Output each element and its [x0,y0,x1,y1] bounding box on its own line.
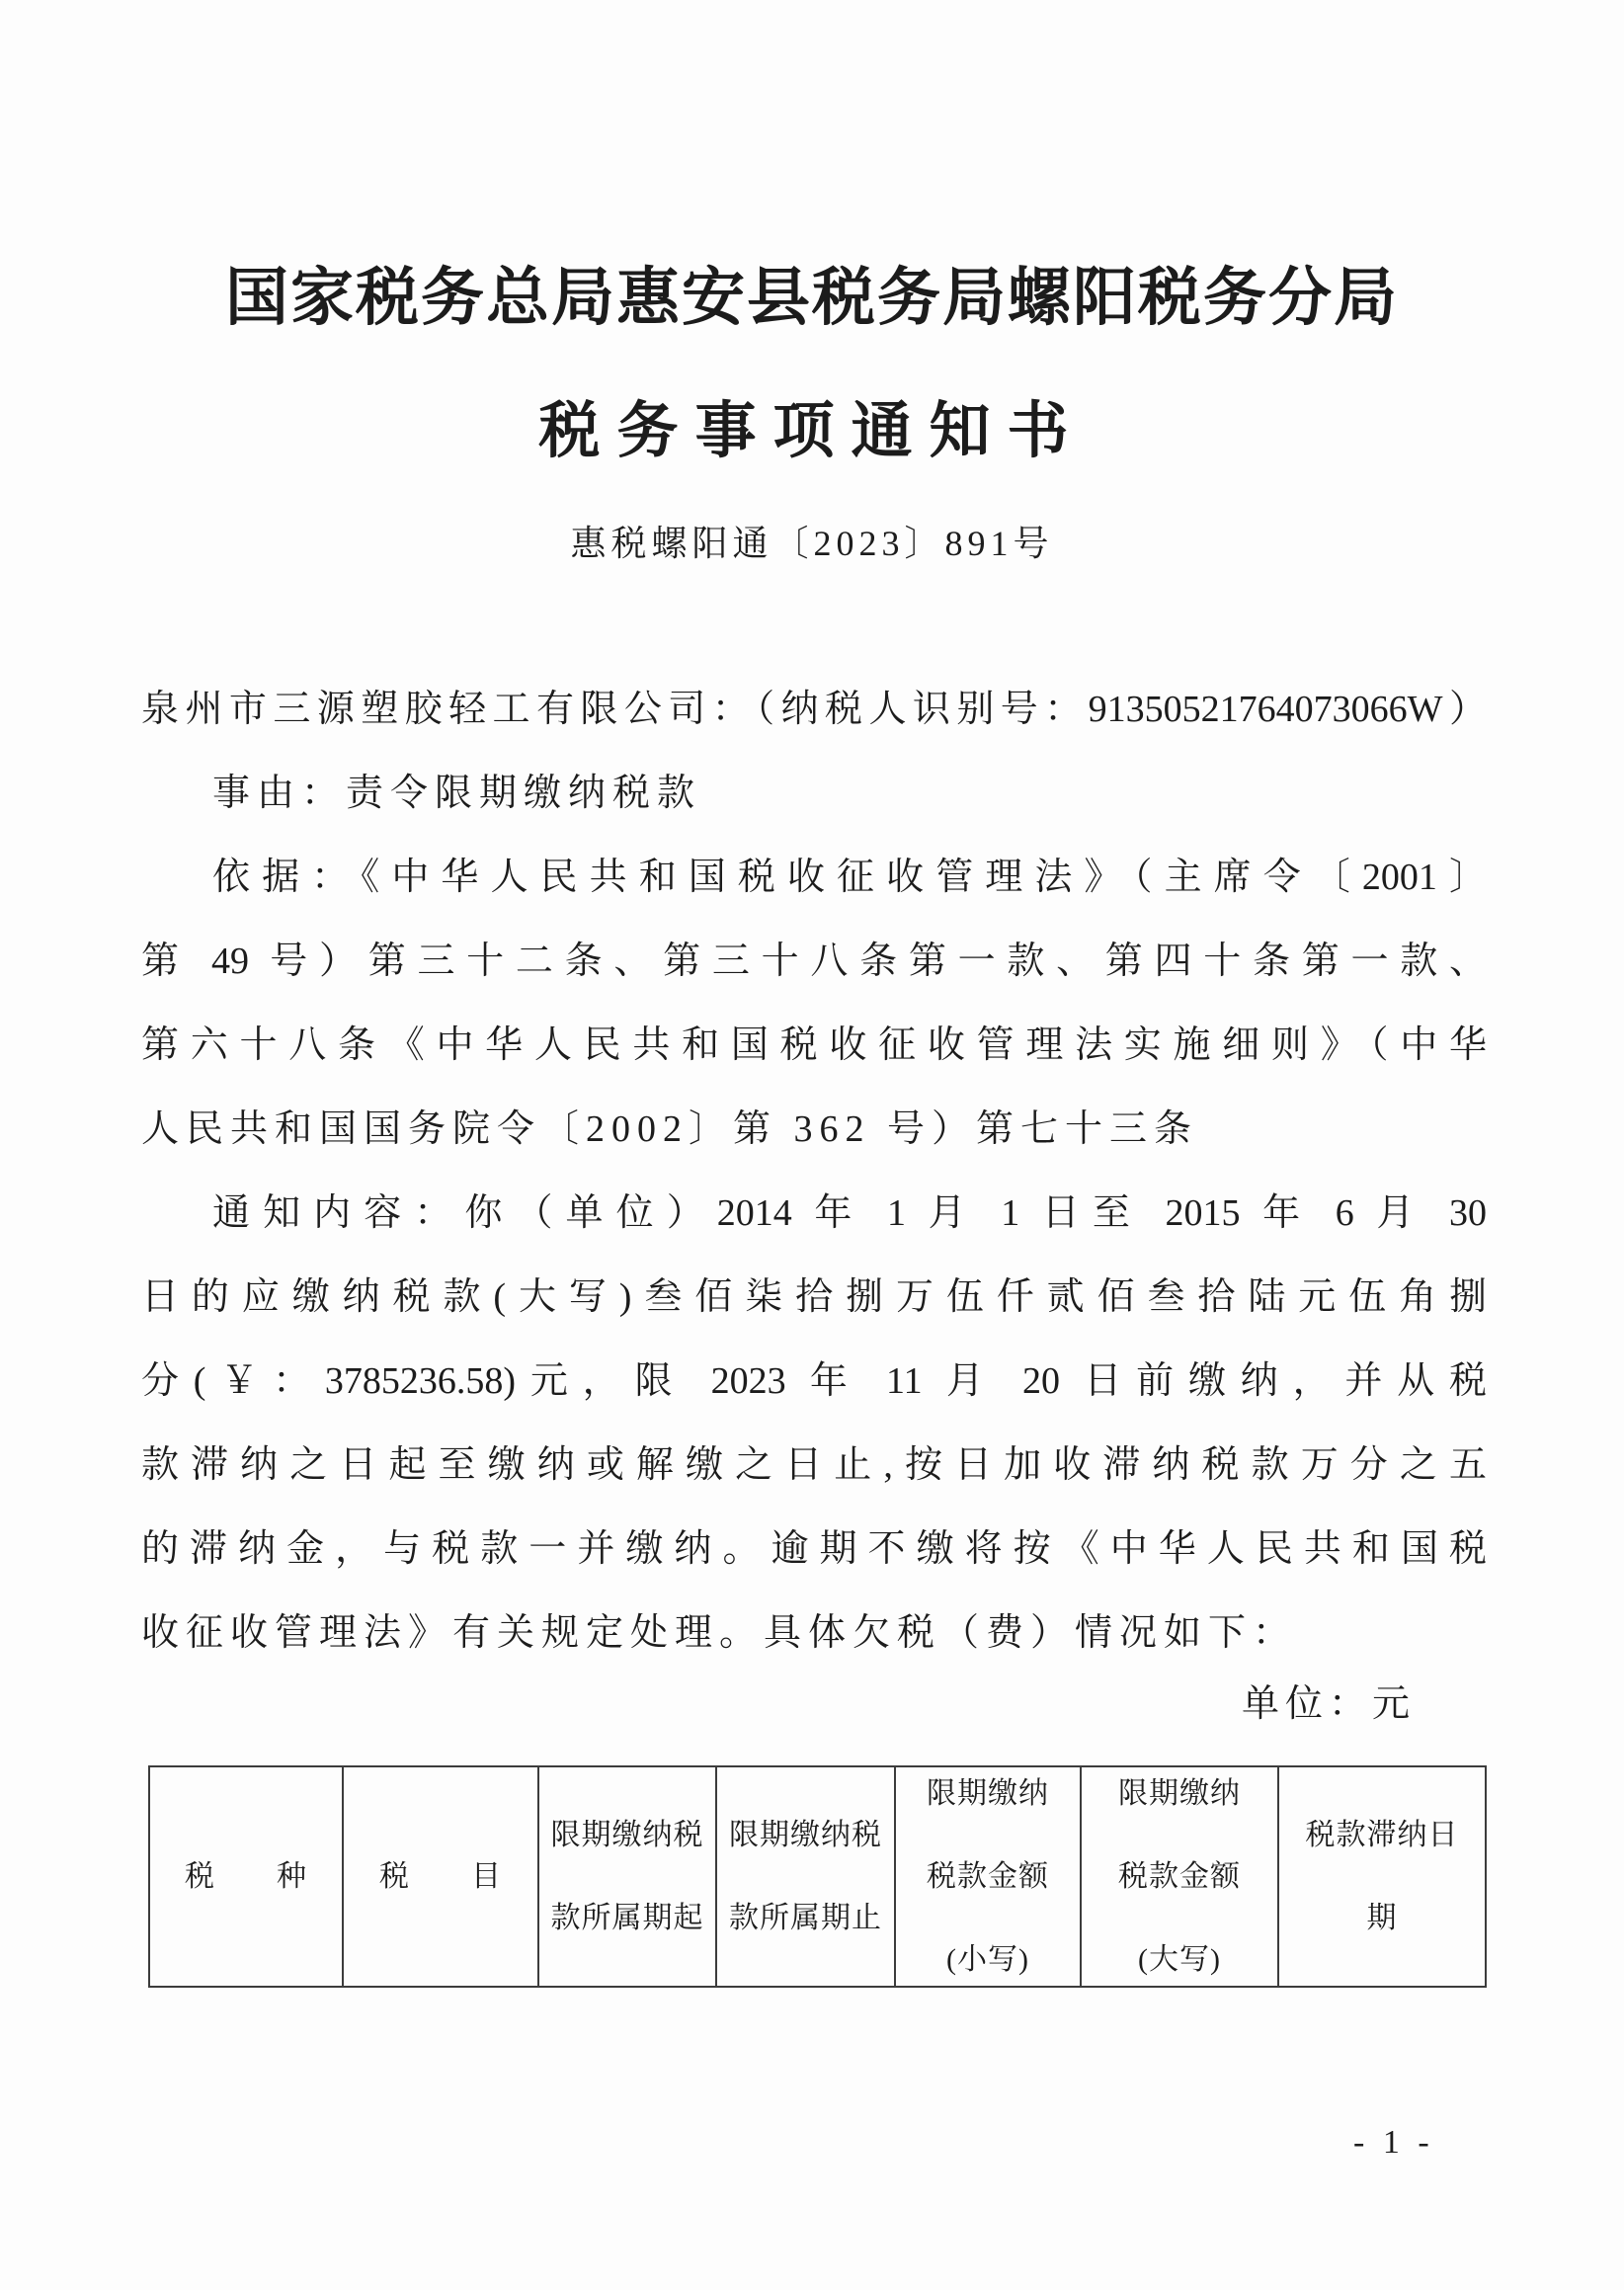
legal-basis-line-1: 依据：《中华人民共和国税收征收管理法》（主席令〔2001〕 [212,857,1487,898]
unit-label: 单位：元 [1241,1683,1416,1725]
col-tax-type: 税 种 [150,1767,344,1986]
recipient-line: 泉州市三源塑胶轻工有限公司：（纳税人识别号：91350521764073066W） [141,689,1487,730]
legal-basis-line-4: 人民共和国国务院令〔2002〕第 362 号）第七十三条 [141,1108,1199,1150]
legal-basis-line-2: 第 49 号）第三十二条、第三十八条第一款、第四十条第一款、 [141,941,1487,982]
col-overdue-date: 税款滞纳日 期 [1305,1818,1459,1934]
col-amount-words: 限期缴纳 税款金额 (大写) [1082,1767,1279,1986]
col-amount-numeric: 限期缴纳 税款金额 (小写) [896,1767,1082,1986]
page-number: - 1 - [1353,2124,1434,2161]
notice-content-line-3: 分(￥：3785236.58)元，限 2023 年 11 月 20 日前缴纳，并从税 [141,1360,1487,1402]
col-period-start: 限期缴纳税 款所属期起 [539,1767,717,1986]
notice-content-line-4: 款滞纳之日起至缴纳或解缴之日止,按日加收滞纳税款万分之五 [141,1444,1487,1486]
col-tax-item: 税 目 [344,1767,539,1986]
notice-body [141,668,1487,1676]
document-type-title: 税务事项通知书 [538,398,1086,465]
tax-arrears-table-header [148,1765,1487,1988]
notice-content-line-6: 收征收管理法》有关规定处理。具体欠税（费）情况如下： [141,1612,1298,1654]
col-period-end: 限期缴纳税 款所属期止 [717,1767,896,1986]
legal-basis-line-3: 第六十八条《中华人民共和国税收征收管理法实施细则》（中华 [141,1024,1487,1066]
subject-line: 事由：责令限期缴纳税款 [212,773,702,814]
notice-content-line-1: 通知内容：你（单位）2014 年 1 月 1 日至 2015 年 6 月 30 [212,1192,1487,1234]
notice-content-line-5: 的滞纳金，与税款一并缴纳。逾期不缴将按《中华人民共和国税 [141,1528,1487,1570]
notice-content-line-2: 日的应缴纳税款(大写)叁佰柒拾捌万伍仟贰佰叁拾陆元伍角捌 [141,1276,1487,1318]
document-number: 惠税螺阳通〔2023〕891号 [570,524,1054,563]
issuing-authority-title: 国家税务总局惠安县税务局螺阳税务分局 [225,263,1399,333]
